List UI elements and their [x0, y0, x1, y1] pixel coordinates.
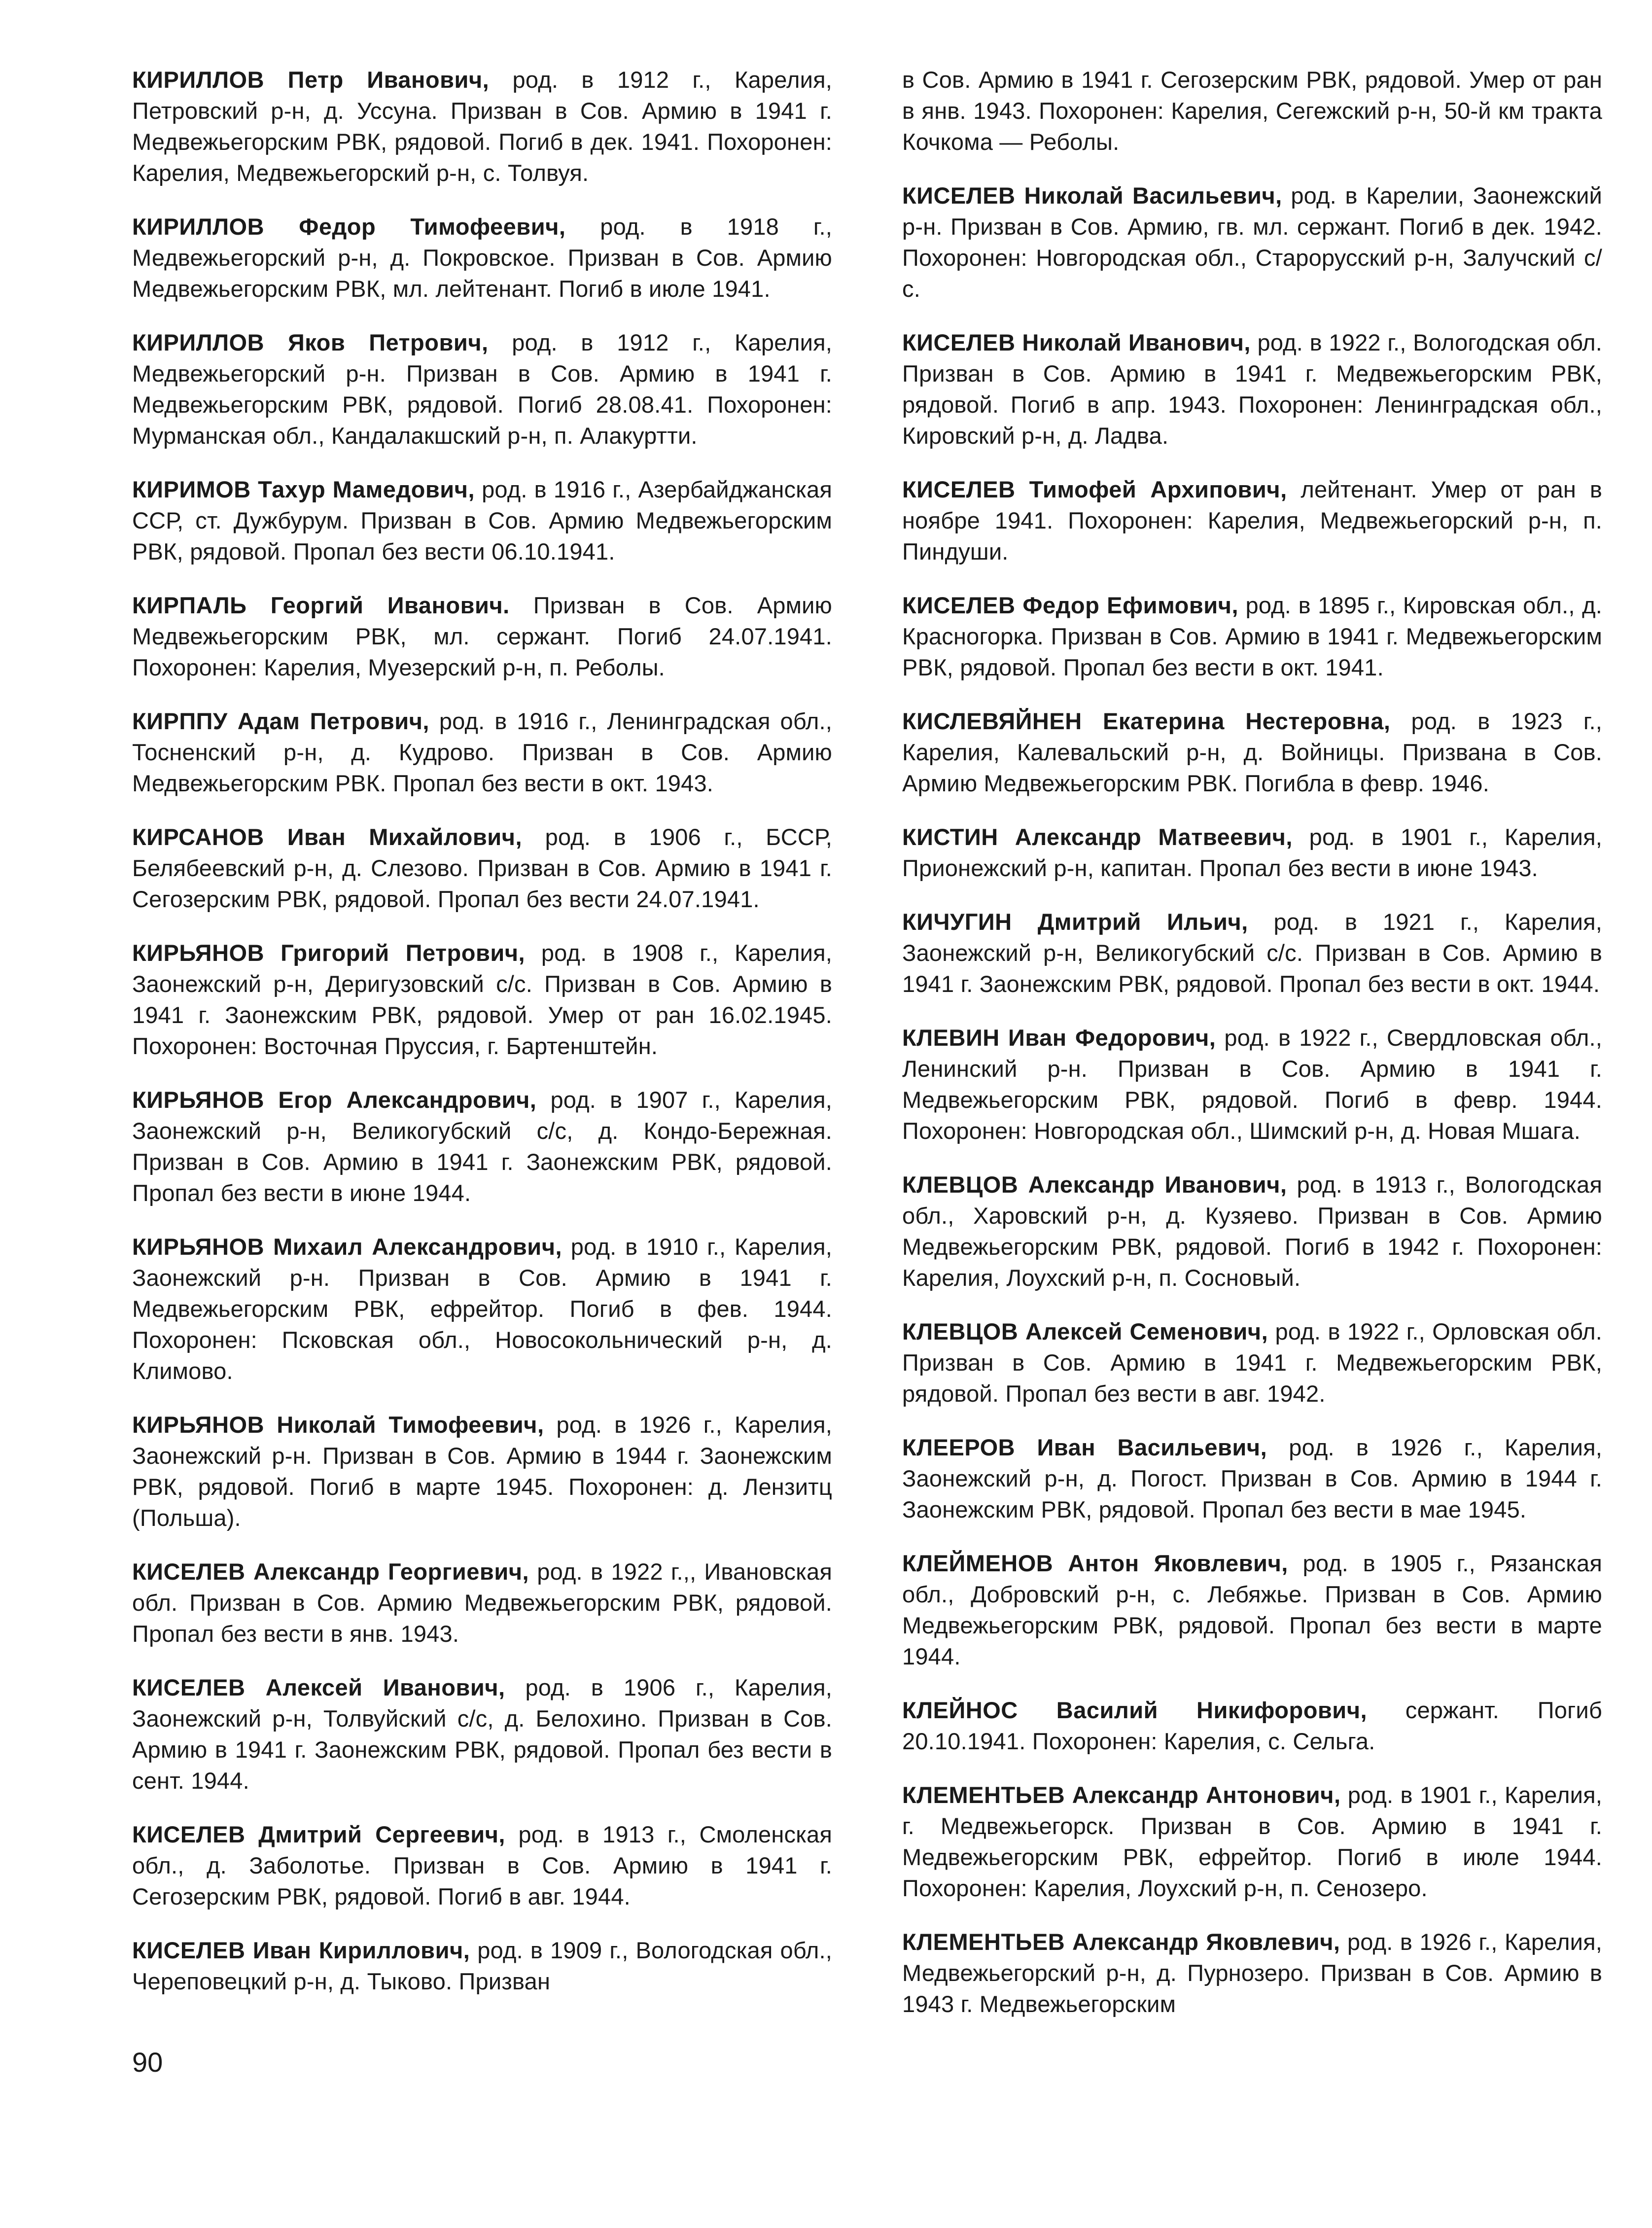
entry [902, 1779, 1602, 1904]
entry [902, 1926, 1602, 2019]
entry [902, 1548, 1602, 1672]
entry-name: КЛЕМЕНТЬЕВ Александр Антонович, [902, 1782, 1341, 1808]
entry-name: КЛЕЙМЕНОВ Антон Яковлевич, [902, 1550, 1288, 1576]
entry-text: сержант. Погиб 20.10.1941. Похоронен: Карелия, с. Сельга. [902, 1697, 1603, 1754]
entry [902, 327, 1602, 451]
entry [902, 180, 1602, 304]
entry [132, 211, 832, 304]
entry-text: в Сов. Армию в 1941 г. Сегозерским РВК, рядовой. Умер от ран в янв. 1943. Похоронен: Карелия, Сегежский р-н, 50-й км тракта Кочкома — Реболы. [902, 67, 1602, 155]
entry-text: род. в 1926 г., Карелия, Медвежьегорский р-н, д. Пурнозеро. Призван в Сов. Армию в 1943 г. Медвежьегорским [902, 1929, 1602, 2017]
entry-name: КИРИМОВ Тахур Мамедович, [132, 476, 475, 502]
entry-name: КИСЕЛЕВ Александр Георгиевич, [132, 1558, 529, 1585]
entry-name: КИСЕЛЕВ Николай Иванович, [902, 329, 1251, 355]
entry-name: КЛЕМЕНТЬЕВ Александр Яковлевич, [902, 1929, 1340, 1955]
entry-text: род. в 1912 г., Карелия, Медвежьегорский р-н. Призван в Сов. Армию в 1941 г. Медвежьегорским РВК, рядовой. Погиб 28.08.41. Похоронен: Мурманская обл., Кандалакшский р-н, п. Алакуртти. [132, 329, 832, 449]
entry-text: род. в 1922 г.,, Ивановская обл. Призван в Сов. Армию Медвежьегорским РВК, рядовой. Пропал без вести в янв. 1943. [132, 1558, 833, 1647]
entry-text: род. в 1908 г., Карелия, Заонежский р-н, Деригузовский с/с. Призван в Сов. Армию в 1941 г. Заонежским РВК, рядовой. Умер от ран 16.02.1945. Похоронен: Восточная Пруссия, г. Бартенштейн. [132, 940, 832, 1059]
entry-name: КИРЬЯНОВ Николай Тимофеевич, [132, 1412, 544, 1438]
entry-name: КИСЕЛЕВ Тимофей Архипович, [902, 476, 1287, 502]
entry [132, 1084, 832, 1208]
entry-name: КИСЕЛЕВ Николай Васильевич, [902, 182, 1282, 209]
entry-text: род. в 1905 г., Рязанская обл., Добровский р-н, с. Лебяжье. Призван в Сов. Армию Медвежьегорским РВК, рядовой. Пропал без вести в марте 1944. [902, 1550, 1602, 1669]
entry-text: род. в 1926 г., Карелия, Заонежский р-н. Призван в Сов. Армию в 1944 г. Заонежским РВК, рядовой. Погиб в марте 1945. Похоронен: д. Лензитц (Польша). [132, 1412, 832, 1531]
entry [132, 590, 832, 683]
entry-text: род. в 1906 г., Карелия, Заонежский р-н, Толвуйский с/с, д. Белохино. Призван в Сов. Армию в 1941 г. Заонежским РВК, рядовой. Пропал без вести в сент. 1944. [132, 1674, 832, 1794]
entry-text: лейтенант. Умер от ран в ноябре 1941. Похоронен: Карелия, Медвежьегорский р-н, п. Пиндуши. [902, 476, 1602, 565]
entry-name: КИСЕЛЕВ Дмитрий Сергеевич, [132, 1821, 505, 1847]
entry [902, 474, 1602, 567]
entry [132, 1231, 832, 1386]
entry-text: род. в 1907 г., Карелия, Заонежский р-н, Великогубский с/с, д. Кондо-Бережная. Призван в Сов. Армию в 1941 г. Заонежским РВК, рядовой. Пропал без вести в июне 1944. [132, 1087, 832, 1206]
entry-text: род. в 1922 г., Орловская обл. Призван в Сов. Армию в 1941 г. Медвежьегорским РВК, рядовой. Пропал без вести в авг. 1942. [902, 1318, 1602, 1407]
entry-text: род. в 1912 г., Карелия, Петровский р-н, д. Уссуна. Призван в Сов. Армию в 1941 г. Медвежьегорским РВК, рядовой. Погиб в дек. 1941. Похоронен: Карелия, Медвежьегорский р-н, с. Толвуя. [132, 67, 832, 186]
entry [132, 327, 832, 451]
entry-name: КИРЬЯНОВ Михаил Александрович, [132, 1234, 562, 1260]
entry-name: КИРСАНОВ Иван Михайлович, [132, 824, 523, 850]
entry-name: КИСЛЕВЯЙНЕН Екатерина Нестеровна, [902, 708, 1391, 734]
entry-name: КЛЕВИН Иван Федорович, [902, 1025, 1216, 1051]
entry [902, 590, 1602, 683]
right-column [902, 64, 1602, 2042]
entry [132, 474, 832, 567]
entry-name: КЛЕВЦОВ Александр Иванович, [902, 1171, 1287, 1198]
entry-name: КИРПАЛЬ Георгий Иванович. [132, 592, 510, 618]
entry-name: КЛЕВЦОВ Алексей Семенович, [902, 1318, 1268, 1344]
entry [132, 937, 832, 1061]
entry [902, 821, 1602, 884]
entry-text: род. в 1923 г., Карелия, Калевальский р-н, д. Войницы. Призвана в Сов. Армию Медвежьегорским РВК. Погибла в февр. 1946. [902, 708, 1602, 796]
entry-name: КИРИЛЛОВ Яков Петрович, [132, 329, 489, 355]
entry [902, 1695, 1602, 1757]
entry-text: род. в 1910 г., Карелия, Заонежский р-н. Призван в Сов. Армию в 1941 г. Медвежьегорским РВК, ефрейтор. Погиб в фев. 1944. Похоронен: Псковская обл., Новосокольнический р-н, д. Климово. [132, 1234, 832, 1384]
entry-text: род. в 1913 г., Смоленская обл., д. Заболотье. Призван в Сов. Армию в 1941 г. Сегозерским РВК, рядовой. Погиб в авг. 1944. [132, 1821, 833, 1910]
entry-name: КИСТИН Александр Матвеевич, [902, 824, 1293, 850]
entry-text: род. в 1909 г., Вологодская обл., Череповецкий р-н, д. Тыково. Призван [132, 1937, 832, 1994]
entry-text: род. в 1918 г., Медвежьегорский р-н, д. Покровское. Призван в Сов. Армию Медвежьегорским РВК, мл. лейтенант. Погиб в июле 1941. [132, 213, 832, 302]
entry-name: КИСЕЛЕВ Федор Ефимович, [902, 592, 1239, 618]
entry-name: КЛЕЙНОС Василий Никифорович, [902, 1697, 1368, 1723]
entry-continued [902, 64, 1602, 157]
entry [902, 1432, 1602, 1525]
entry-text: род. в 1901 г., Карелия, Прионежский р-н, капитан. Пропал без вести в июне 1943. [902, 824, 1602, 881]
entry-name: КИРЬЯНОВ Григорий Петрович, [132, 940, 526, 966]
entry-text: род. в 1922 г., Вологодская обл. Призван в Сов. Армию в 1941 г. Медвежьегорским РВК, рядовой. Погиб в апр. 1943. Похоронен: Ленинградская обл., Кировский р-н, д. Ладва. [902, 329, 1602, 449]
entry-text: род. в Карелии, Заонежский р-н. Призван в Сов. Армию, гв. мл. сержант. Погиб в дек. 1942. Похоронен: Новгородская обл., Старорусский р-н, Залучский с/с. [902, 182, 1602, 302]
entry-name: КИРИЛЛОВ Федор Тимофеевич, [132, 213, 566, 240]
entry-text: Призван в Сов. Армию Медвежьегорским РВК, мл. сержант. Погиб 24.07.1941. Похоронен: Карелия, Муезерский р-н, п. Реболы. [132, 592, 832, 680]
entry [132, 1935, 832, 1997]
entry-text: род. в 1906 г., БССР, Белябеевский р-н, д. Слезово. Призван в Сов. Армию в 1941 г. Сегозерским РВК, рядовой. Пропал без вести 24.07.1941. [132, 824, 832, 912]
page-number: 90 [132, 2047, 163, 2078]
entry [902, 1169, 1602, 1293]
entry [132, 1672, 832, 1796]
entry-text: род. в 1921 г., Карелия, Заонежский р-н, Великогубский с/с. Призван в Сов. Армию в 1941 г. Заонежским РВК, рядовой. Пропал без вести в окт. 1944. [902, 909, 1602, 997]
entry [902, 906, 1602, 999]
entry-text: род. в 1901 г., Карелия, г. Медвежьегорск. Призван в Сов. Армию в 1941 г. Медвежьегорским РВК, ефрейтор. Погиб в июле 1944. Похоронен: Карелия, Лоухский р-н, п. Сенозеро. [902, 1782, 1602, 1901]
entry [132, 64, 832, 188]
entry [132, 1409, 832, 1533]
entry [132, 706, 832, 799]
entry [902, 1022, 1602, 1146]
entry-text: род. в 1916 г., Азербайджанская ССР, ст. Дужбурум. Призван в Сов. Армию Медвежьегорским РВК, рядовой. Пропал без вести 06.10.1941. [132, 476, 832, 565]
left-column [132, 64, 832, 2019]
entry [902, 706, 1602, 799]
entry-text: род. в 1916 г., Ленинградская обл., Тосненский р-н, д. Кудрово. Призван в Сов. Армию Медвежьегорским РВК. Пропал без вести в окт. 1943. [132, 708, 832, 796]
entry-name: КИРППУ Адам Петрович, [132, 708, 429, 734]
entry-name: КИСЕЛЕВ Алексей Иванович, [132, 1674, 505, 1700]
entry [132, 1556, 832, 1649]
entry [902, 1316, 1602, 1409]
entry-name: КЛЕЕРОВ Иван Васильевич, [902, 1434, 1267, 1460]
entry-text: род. в 1926 г., Карелия, Заонежский р-н, д. Погост. Призван в Сов. Армию в 1944 г. Заонежским РВК, рядовой. Пропал без вести в мае 1945. [902, 1434, 1602, 1522]
entry [132, 821, 832, 915]
entry [132, 1819, 832, 1912]
entry-name: КИСЕЛЕВ Иван Кириллович, [132, 1937, 470, 1963]
entry-name: КИРЬЯНОВ Егор Александрович, [132, 1087, 537, 1113]
entry-name: КИРИЛЛОВ Петр Иванович, [132, 67, 490, 93]
entry-text: род. в 1922 г., Свердловская обл., Ленинский р-н. Призван в Сов. Армию в 1941 г. Медвежьегорским РВК, рядовой. Погиб в февр. 1944. Похоронен: Новгородская обл., Шимский р-н, д. Новая Мшага. [902, 1025, 1602, 1144]
entry-name: КИЧУГИН Дмитрий Ильич, [902, 909, 1248, 935]
entry-text: род. в 1895 г., Кировская обл., д. Красногорка. Призван в Сов. Армию в 1941 г. Медвежьегорским РВК, рядовой. Пропал без вести в окт. 1941. [902, 592, 1602, 680]
entry-text: род. в 1913 г., Вологодская обл., Харовский р-н, д. Кузяево. Призван в Сов. Армию Медвежьегорским РВК, рядовой. Погиб в 1942 г. Похоронен: Карелия, Лоухский р-н, п. Сосновый. [902, 1171, 1602, 1291]
